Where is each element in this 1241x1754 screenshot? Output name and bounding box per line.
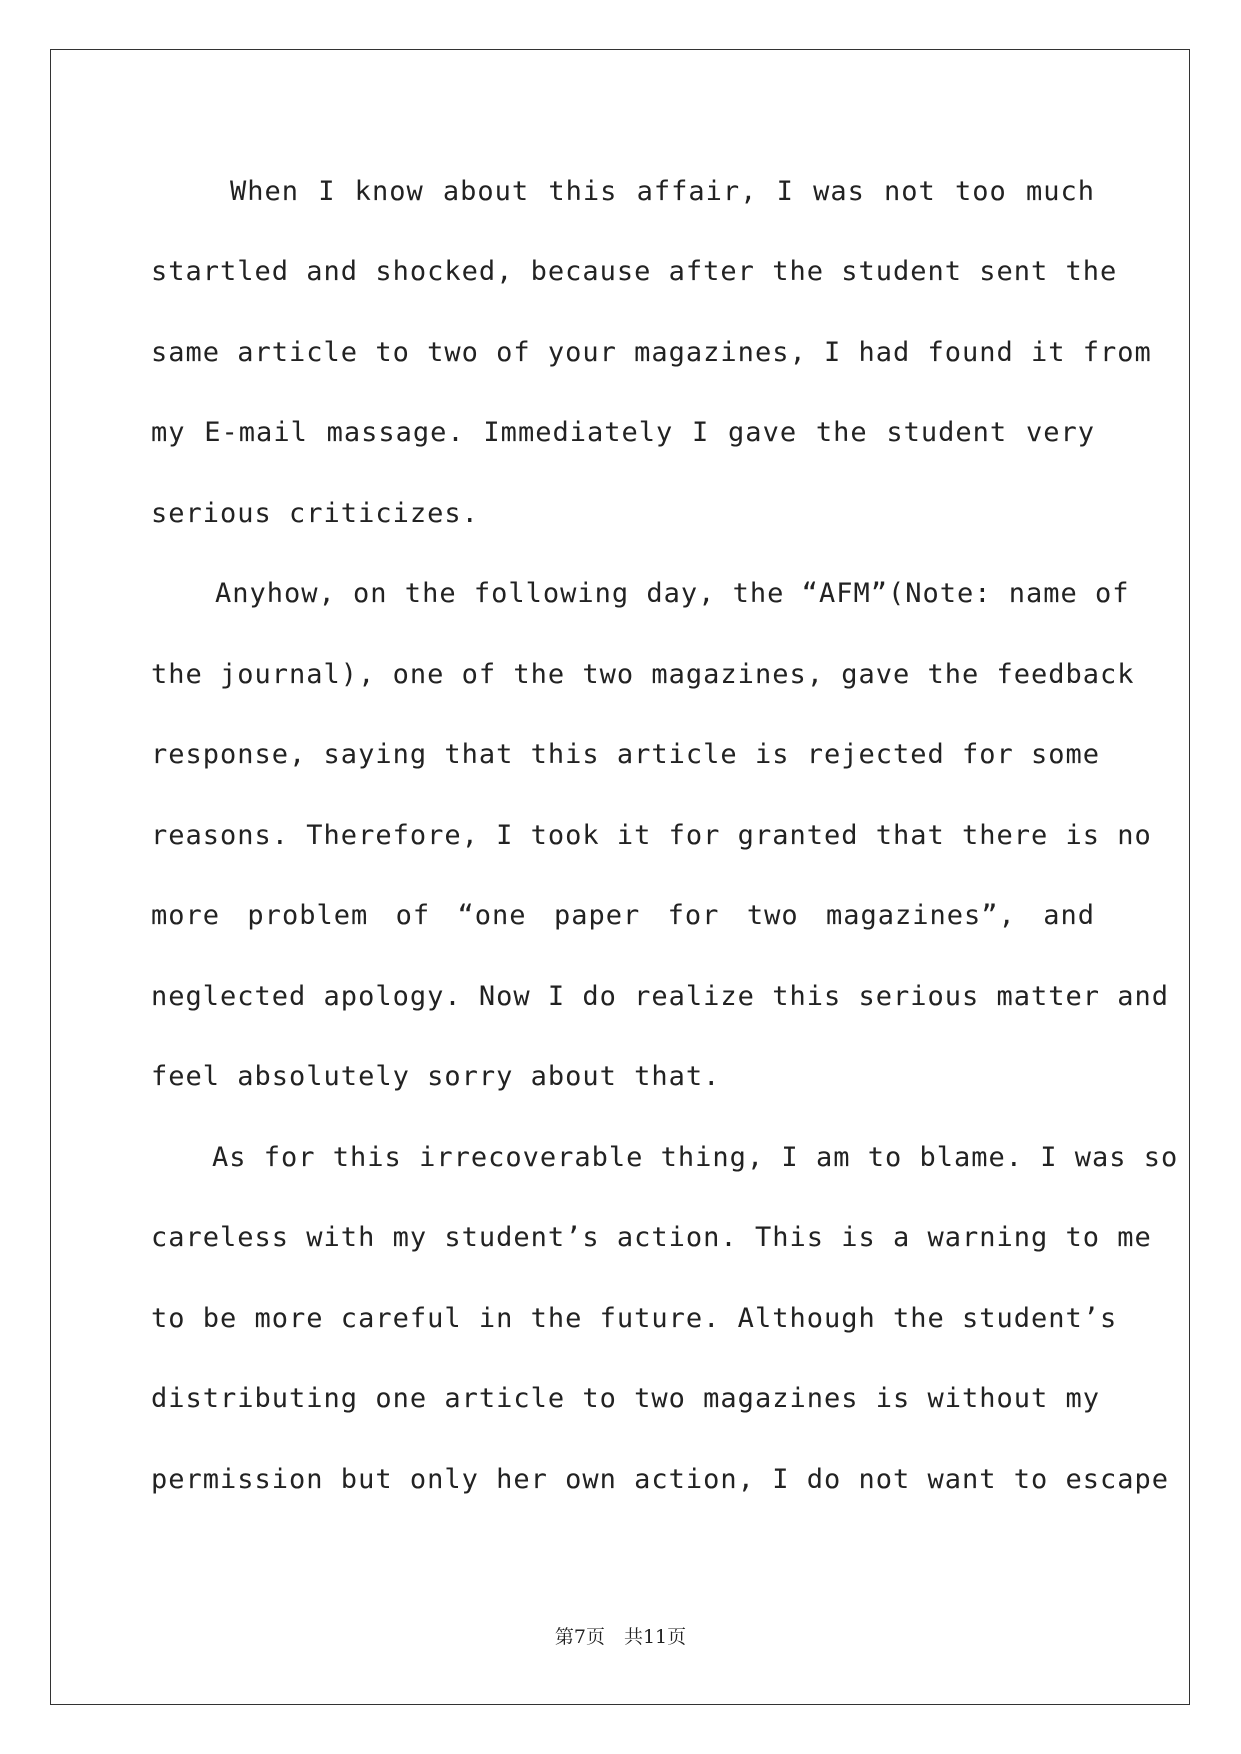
paragraph-1-line-1: When I know about this affair, I was not too much [230,176,1095,207]
paragraph-2-line-6: neglected apology. Now I do realize this serious matter and [151,981,1170,1012]
paragraph-1-line-4: my E-mail massage. Immediately I gave the student very [151,417,1095,448]
paragraph-3-line-1: As for this irrecoverable thing, I am to blame. I was so [212,1142,1179,1173]
paragraph-2-line-2: the journal), one of the two magazines, gave the feedback [151,659,1135,690]
page-number-footer: 第7页 共11页 [554,1626,687,1648]
page-border [50,49,1190,1705]
paragraph-1-line-5: serious criticizes. [151,498,479,529]
paragraph-2-line-3: response, saying that this article is rejected for some [151,739,1101,770]
paragraph-3-line-3: to be more careful in the future. Although the student’s [151,1303,1118,1334]
paragraph-3-line-4: distributing one article to two magazines is without my [151,1383,1101,1414]
paragraph-3-line-5: permission but only her own action, I do not want to escape [151,1464,1170,1495]
paragraph-2-line-1: Anyhow, on the following day, the “AFM”(Note: name of [215,578,1130,609]
paragraph-1-line-2: startled and shocked, because after the student sent the [151,256,1118,287]
paragraph-2-line-5: more problem of “one paper for two magazines”, and [151,900,1095,931]
paragraph-2-line-7: feel absolutely sorry about that. [151,1061,721,1092]
paragraph-2-line-4: reasons. Therefore, I took it for granted that there is no [151,820,1152,851]
paragraph-1-line-3: same article to two of your magazines, I had found it from [151,337,1152,368]
paragraph-3-line-2: careless with my student’s action. This is a warning to me [151,1222,1152,1253]
